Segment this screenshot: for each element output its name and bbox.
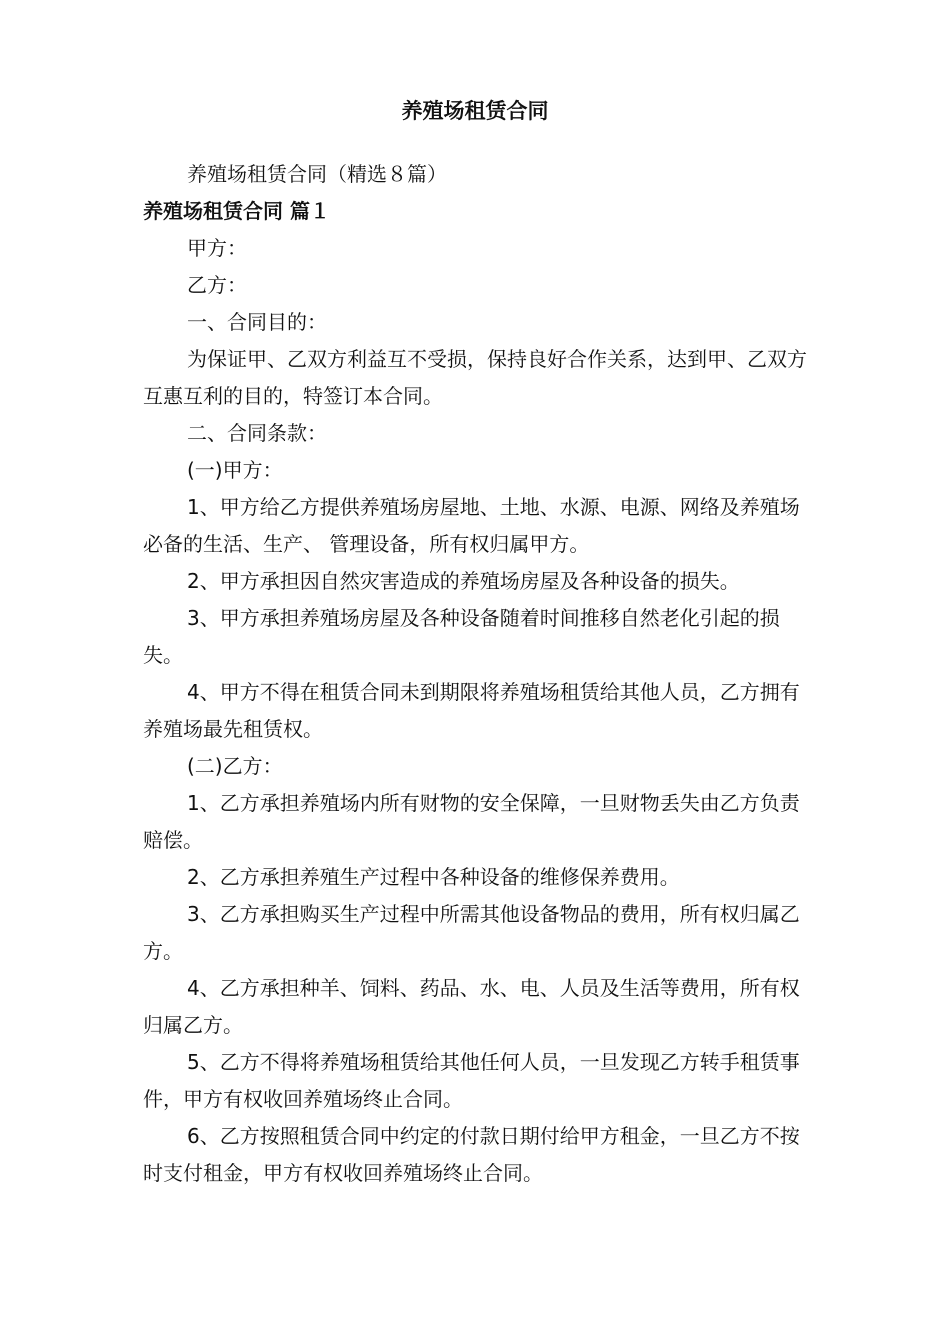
document-subtitle: 养殖场租赁合同（精选８篇） — [187, 162, 447, 186]
paragraph: 3、乙方承担购买生产过程中所需其他设备物品的费用，所有权归属乙方。 — [143, 902, 800, 963]
party-b-line: 乙方： — [187, 273, 247, 297]
paragraph: 5、乙方不得将养殖场租赁给其他任何人员，一旦发现乙方转手租赁事件，甲方有权收回养殖场终止合同。 — [143, 1050, 800, 1111]
party-a-line: 甲方： — [187, 236, 247, 260]
paragraph: 1、甲方给乙方提供养殖场房屋地、土地、水源、电源、网络及养殖场必备的生活、生产、 管理设备，所有权归属甲方。 — [143, 495, 800, 556]
document-body — [143, 156, 807, 1192]
paragraph: 4、甲方不得在租赁合同未到期限将养殖场租赁给其他人员，乙方拥有养殖场最先租赁权。 — [143, 680, 800, 741]
clause-heading-purpose: 一、合同目的： — [187, 310, 327, 334]
paragraph: 6、乙方按照租赁合同中约定的付款日期付给甲方租金，一旦乙方不按时支付租金，甲方有权收回养殖场终止合同。 — [143, 1124, 800, 1185]
section-heading: 养殖场租赁合同 篇１ — [143, 199, 330, 223]
paragraph: 2、乙方承担养殖生产过程中各种设备的维修保养费用。 — [187, 865, 680, 889]
document-title: 养殖场租赁合同 — [401, 99, 549, 123]
subheading-party-a: (一)甲方： — [187, 458, 283, 482]
subheading-party-b: (二)乙方： — [187, 754, 283, 778]
paragraph: 2、甲方承担因自然灾害造成的养殖场房屋及各种设备的损失。 — [187, 569, 740, 593]
paragraph: 1、乙方承担养殖场内所有财物的安全保障，一旦财物丢失由乙方负责赔偿。 — [143, 791, 800, 852]
paragraph: 3、甲方承担养殖场房屋及各种设备随着时间推移自然老化引起的损失。 — [143, 606, 780, 667]
paragraph: 为保证甲、乙双方利益互不受损，保持良好合作关系，达到甲、乙双方互惠互利的目的，特签订本合同。 — [143, 347, 807, 408]
paragraph: 4、乙方承担种羊、饲料、药品、水、电、人员及生活等费用，所有权归属乙方。 — [143, 976, 800, 1037]
clause-heading-terms: 二、合同条款： — [187, 421, 327, 445]
